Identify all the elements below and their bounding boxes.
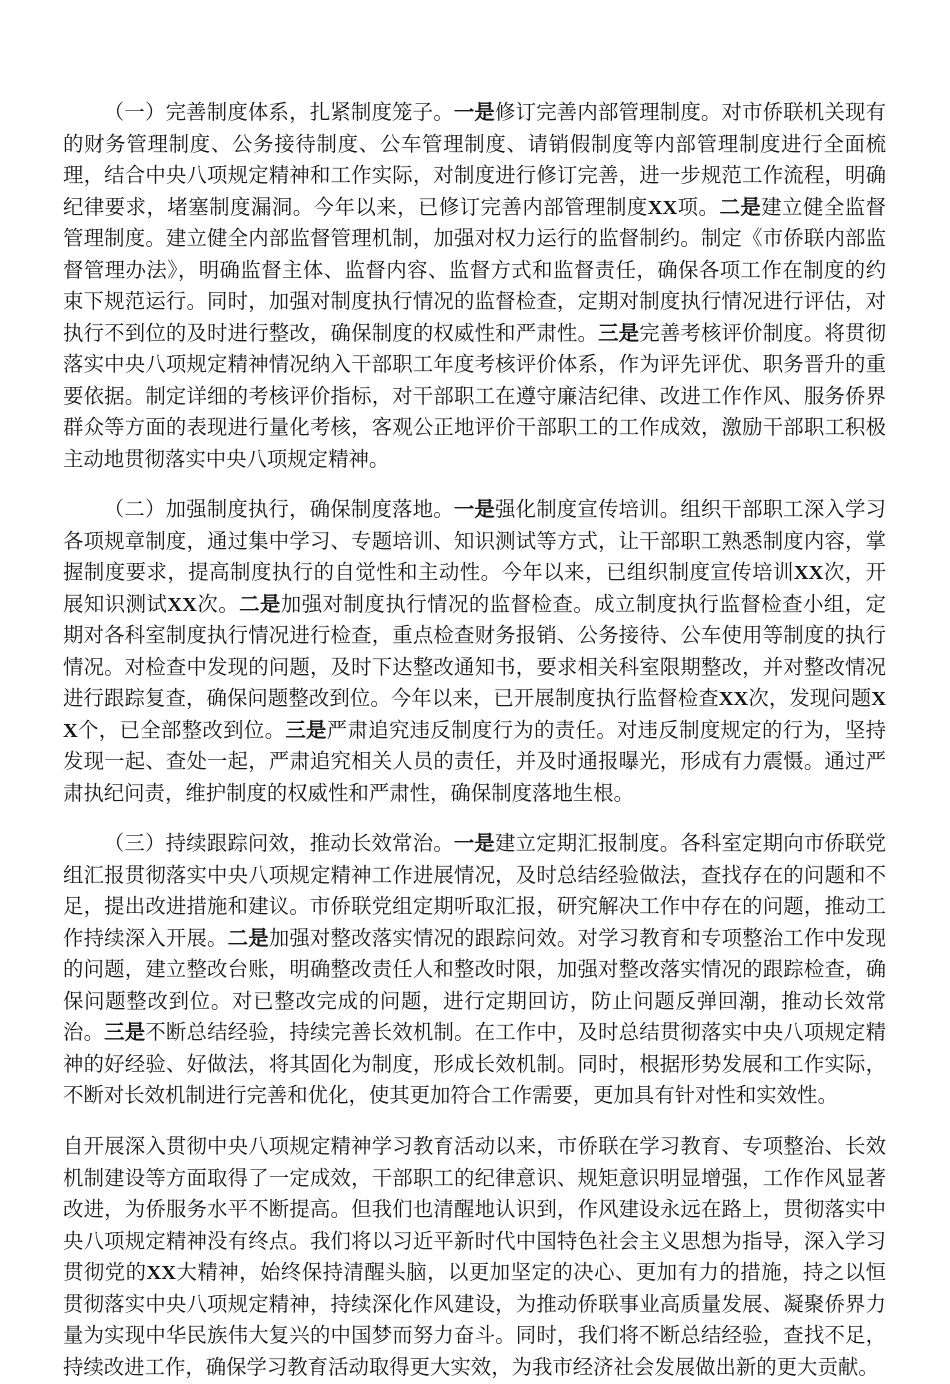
body-text: 建立定期汇报制度。各科室定期向市侨联党组汇报贯彻落实中央八项规定精神工作进展情况，及时总结经验做法，查找存在的问题和不足，提出改进措施和建议。市侨联党组定期听取汇报，研究解决工作中存在的问题，推动工作持续深入开展。	[63, 833, 887, 950]
body-text: 强化制度宣传培训。组织干部职工深入学习各项规章制度，通过集中学习、专题培训、知识测试等方式，让干部职工熟悉制度内容，掌握制度要求，提高制度执行的自觉性和主动性。今年以来，已组织制度宣传培训	[63, 499, 887, 585]
placeholder-token: XX	[146, 1262, 176, 1285]
enumerator-token: 一是	[453, 102, 496, 124]
body-text: 项。	[677, 196, 720, 219]
body-text: 完善考核评价制度。将贯彻落实中央八项规定精神情况纳入干部职工年度考核评价体系，作为评先评优、职务晋升的重要依据。制定详细的考核评价指标，对干部职工在遵守廉洁纪律、改进工作作风、服务侨界群众等方面的表现进行量化考核，客观公正地评价干部职工的工作成效，激励干部职工积极主动地贯彻落实中央八项规定精神。	[63, 322, 887, 471]
placeholder-token: XX	[167, 593, 197, 616]
placeholder-token: XX	[793, 562, 824, 585]
body-text: 建立健全监督管理制度。建立健全内部监督管理机制，加强对权力运行的监督制约。制定《市侨联内部监督管理办法》，明确监督主体、监督内容、监督方式和监督责任，确保各项工作在制度的约束下规范运行。同时，加强对制度执行情况的监督检查，定期对制度执行情况进行评估，对执行不到位的及时进行整改，确保制度的权威性和严肃性。	[63, 196, 887, 345]
body-text: 不断总结经验，持续完善长效机制。在工作中，及时总结贯彻落实中央八项规定精神的好经验、好做法，将其固化为制度，形成长效机制。同时，根据形势发展和工作实际，不断对长效机制进行完善和优化，使其更加符合工作需要，更加具有针对性和实效性。	[63, 1022, 887, 1108]
paragraph-section-3	[63, 829, 886, 1113]
section-heading-text: （一）完善制度体系，扎紧制度笼子。	[103, 102, 454, 124]
enumerator-token: 二是	[719, 196, 762, 219]
enumerator-token: 二是	[239, 593, 281, 616]
paragraph-section-2	[63, 495, 886, 810]
enumerator-token: 三是	[598, 322, 640, 345]
body-text: 次，发现问题	[748, 688, 872, 711]
enumerator-token: 二是	[227, 927, 269, 950]
body-text: 修订完善内部管理制度。对市侨联机关现有的财务管理制度、公务接待制度、公车管理制度、请销假制度等内部管理制度进行全面梳理，结合中央八项规定精神和工作实际，对制度进行修订完善，进一步规范工作流程，明确纪律要求，堵塞制度漏洞。今年以来，已修订完善内部管理制度	[63, 102, 887, 219]
body-text: 自开展深入贯彻中央八项规定精神学习教育活动以来，市侨联在学习教育、专项整治、长效机制建设等方面取得了一定成效，干部职工的纪律意识、规矩意识明显增强，工作作风显著改进，为侨服务水平不断提高。但我们也清醒地认识到，作风建设永远在路上，贯彻落实中央八项规定精神没有终点。我们将以习近平新时代中国特色社会主义思想为指导，深入学习贯彻党的	[63, 1135, 886, 1285]
paragraph-section-1	[63, 98, 886, 476]
placeholder-token: XX	[647, 196, 678, 219]
section-heading-text: （二）加强制度执行，确保制度落地。	[103, 499, 454, 522]
body-text: 加强对制度执行情况的监督检查。成立制度执行监督检查小组，定期对各科室制度执行情况进行检查，重点检查财务报销、公务接待、公车使用等制度的执行情况。对检查中发现的问题，及时下达整改通知书，要求相关科室限期整改，并对整改情况进行跟踪复查，确保问题整改到位。今年以来，已开展制度执行监督检查	[63, 593, 887, 711]
enumerator-token: 三是	[285, 719, 327, 742]
paragraph-closing	[63, 1132, 886, 1384]
body-text: 大精神，始终保持清醒头脑，以更加坚定的决心、更加有力的措施，持之以恒贯彻落实中央八项规定精神，持续深化作风建设，为推动侨联事业高质量发展、凝聚侨界力量为实现中华民族伟大复兴的中国梦而努力奋斗。同时，我们将不断总结经验，查找不足，持续改进工作，确保学习教育活动取得更大实效，为我市经济社会发展做出新的更大贡献。	[63, 1262, 886, 1379]
body-text: 个，已全部整改到位。	[77, 719, 286, 742]
enumerator-token: 一是	[453, 499, 496, 522]
enumerator-token: 一是	[453, 833, 496, 856]
document-body	[63, 98, 886, 1384]
body-text: 次。	[196, 593, 240, 616]
body-text: 次，开展知识测试	[63, 562, 887, 616]
enumerator-token: 三是	[104, 1022, 146, 1045]
body-text: 加强对整改落实情况的跟踪问效。对学习教育和专项整治工作中发现的问题，建立整改台账，明确整改责任人和整改时限，加强对整改落实情况的跟踪检查，确保问题整改到位。对已整改完成的问题，进行定期回访，防止问题反弹回潮，推动长效常治。	[63, 927, 887, 1045]
placeholder-token: XX	[718, 688, 749, 711]
placeholder-token: XX	[63, 688, 887, 742]
body-text: 严肃追究违反制度行为的责任。对违反制度规定的行为，坚持发现一起、查处一起，严肃追究相关人员的责任，并及时通报曝光，形成有力震慑。通过严肃执纪问责，维护制度的权威性和严肃性，确保制度落地生根。	[63, 719, 887, 805]
section-heading-text: （三）持续跟踪问效，推动长效常治。	[103, 833, 454, 856]
